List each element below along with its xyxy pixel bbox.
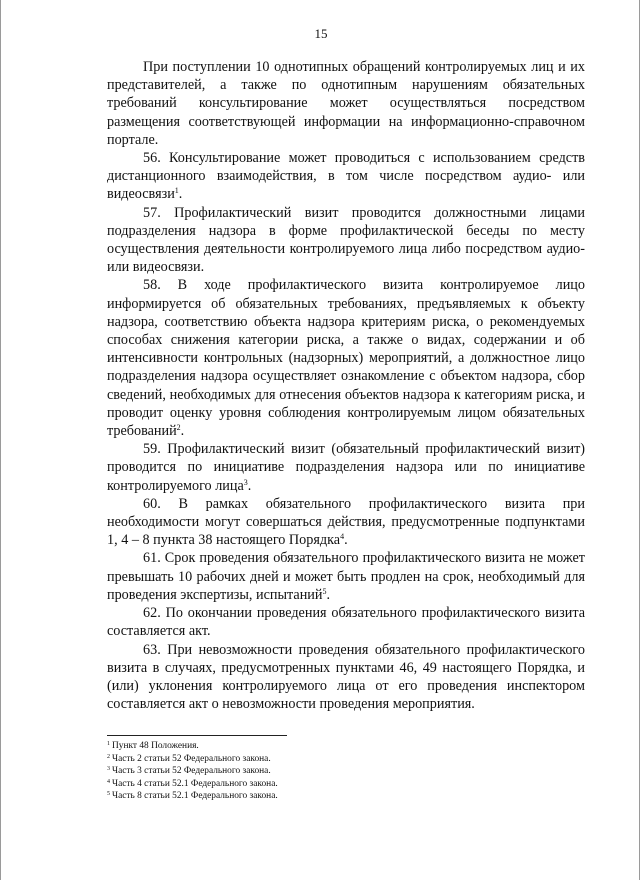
- footnote-ref: 4: [340, 532, 345, 542]
- paragraph-58: 58. В ходе профилактического визита контролируемое лицо информируется об обязательных требованиях, предъявляемых к объекту надзора, соответствию объекта надзора критериям риска, о рекомендуемых способах снижения категории риска, а также о видах, содержании и об интенсивности контрольных (надзорных) мероприятий, а должностное лицо подразделения надзора осуществляет ознакомление с объектом надзора, сбор сведений, необходимых для отнесения объектов надзора к категориям риска, и проводит оценку уровня соблюдения контролируемым лицом обязательных требований$^2$.: [107, 277, 585, 440]
- footnote-divider: [107, 735, 287, 736]
- footnote-ref: 1: [174, 186, 179, 196]
- footnote-ref: 5: [322, 586, 327, 596]
- paragraph-intro: При поступлении 10 однотипных обращений контролируемых лиц и их представителей, а также по однотипным нарушениям обязательных требований консультирование может осуществляться посредством размещения соответствующей информации на информационно-справочном портале.: [107, 59, 585, 148]
- paragraph-57: 57. Профилактический визит проводится должностными лицами подразделения надзора в форме профилактической беседы по месту осуществления деятельности контролируемого лица либо посредством аудио- или видеосвязи.: [107, 204, 585, 276]
- footnote: $^3$ Часть 3 статьи 52 Федерального закона.: [107, 766, 271, 777]
- paragraph-60: 60. В рамках обязательного профилактического визита при необходимости могут совершаться действия, предусмотренные подпунктами 1, 4 – 8 пункта 38 настоящего Порядка$^4$.: [107, 495, 585, 549]
- paragraph-63: 63. При невозможности проведения обязательного профилактического визита в случаях, предусмотренных пунктами 46, 49 настоящего Порядка, и (или) уклонения контролируемого лица от его проведения инспектором составляется акт о невозможности проведения мероприятия.: [107, 641, 585, 713]
- body-text: [107, 58, 585, 713]
- paragraph-62: 62. По окончании проведения обязательного профилактического визита составляется акт.: [107, 605, 585, 640]
- paragraph-56: 56. Консультирование может проводиться с использованием средств дистанционного взаимодействия, в том числе посредством аудио- или видеосвязи$^1$.: [107, 150, 585, 203]
- footnote: $^1$ Пункт 48 Положения.: [107, 741, 199, 751]
- footnotes: [107, 740, 407, 803]
- footnote-ref: 2: [176, 423, 181, 433]
- footnote: $^5$ Часть 8 статьи 52.1 Федерального закона.: [107, 791, 278, 802]
- page-number: 15: [314, 26, 328, 41]
- footnote: $^4$ Часть 4 статьи 52.1 Федерального закона.: [107, 778, 278, 789]
- paragraph-61: 61. Срок проведения обязательного профилактического визита не может превышать 10 рабочих дней и может быть продлен на срок, необходимый для проведения экспертизы, испытаний$^5$.: [107, 550, 585, 603]
- paragraph-59: 59. Профилактический визит (обязательный профилактический визит) проводится по инициативе подразделения надзора или по инициативе контролируемого лица$^3$.: [107, 441, 585, 494]
- footnote-ref: 3: [243, 477, 248, 487]
- footnote: $^2$ Часть 2 статьи 52 Федерального закона.: [107, 753, 271, 764]
